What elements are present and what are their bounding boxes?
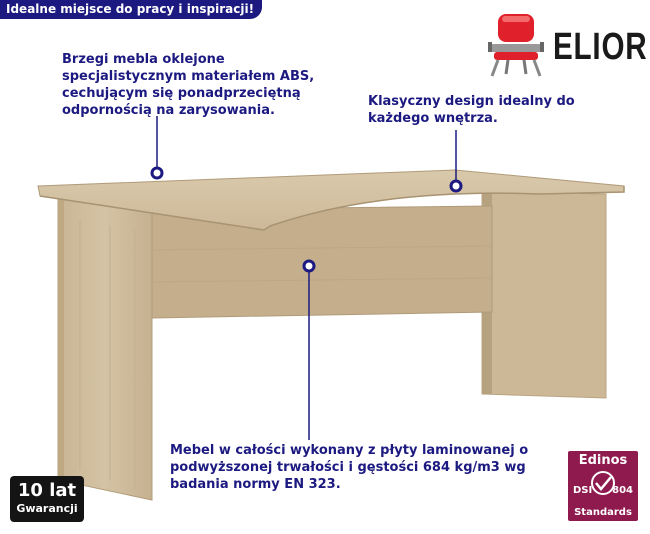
certificate-badge xyxy=(568,451,638,521)
callout-design: Klasyczny design idealny do każdego wnętrza. xyxy=(368,94,575,126)
certificate-title: Edinos xyxy=(578,453,628,468)
promo-banner: Idealne miejsce do pracy i inspiracji! xyxy=(0,0,262,19)
warranty-years: 10 lat xyxy=(17,480,77,501)
warranty-label: Gwarancji xyxy=(16,502,78,515)
desk-right-leg xyxy=(482,192,606,398)
desk-left-leg xyxy=(58,196,152,500)
callout-dot-design xyxy=(451,181,461,191)
brand-name: ELIOR xyxy=(553,26,648,68)
certificate-right-text: 804 xyxy=(612,485,633,496)
certificate-left-text: DSI xyxy=(573,485,593,496)
callout-edges: Brzegi mebla oklejone specjalistycznym materiałem ABS, cechującym się ponadprzeciętną odpornością na zarysowania. xyxy=(62,52,315,118)
desk-modesty-panel xyxy=(152,206,492,318)
callout-material: Mebel w całości wykonany z płyty laminowanej o podwyższonej trwałości i gęstości 684 kg/m3 wg badania normy EN 323. xyxy=(170,443,529,492)
warranty-badge xyxy=(10,476,84,522)
callout-dot-material xyxy=(304,261,314,271)
callout-dot-edges xyxy=(152,168,162,178)
certificate-subtitle: Standards xyxy=(574,507,632,518)
